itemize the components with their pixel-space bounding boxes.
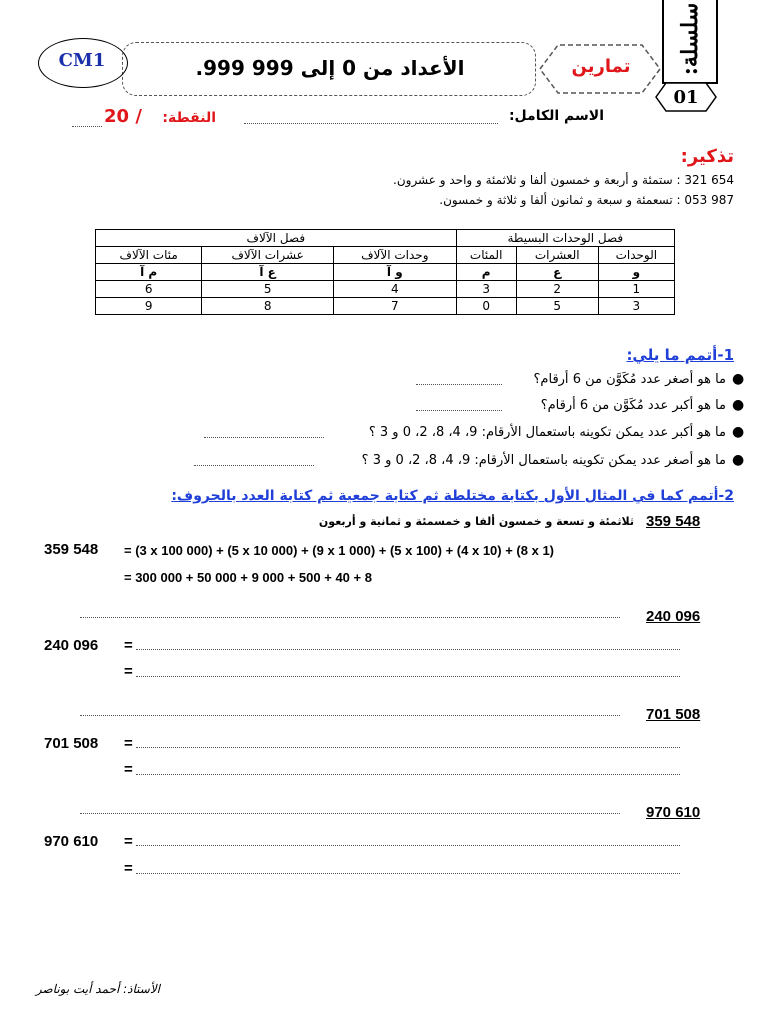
- reminder-line-1: 654 321 : ستمئة و أربعة و خمسون ألفا و ثلاثمئة و واحد و عشرون.: [393, 173, 734, 187]
- ex1-answer-4[interactable]: [194, 465, 314, 466]
- bullet-icon: ●: [732, 452, 745, 468]
- equals-sign: =: [124, 833, 133, 850]
- level-text: CM1: [58, 50, 106, 71]
- bullet-icon: ●: [732, 424, 745, 440]
- table-cell: 3: [598, 298, 674, 315]
- table-cell: 7: [333, 298, 456, 315]
- reminder-heading: تذكير:: [680, 146, 734, 167]
- equals-sign: =: [124, 761, 133, 778]
- example-number: 359 548: [646, 513, 701, 530]
- col-abbr: م: [456, 264, 516, 281]
- ex1-answer-1[interactable]: [416, 384, 502, 385]
- table-cell: 4: [333, 281, 456, 298]
- col-header: عشرات الآلاف: [202, 247, 334, 264]
- col-header: الوحدات: [598, 247, 674, 264]
- table-cell: 9: [96, 298, 202, 315]
- page-title: الأعداد من 0 إلى 999 999.: [195, 56, 465, 80]
- example-mixed-writing: = (3 x 100 000) + (5 x 10 000) + (9 x 1 000) + (5 x 100) + (4 x 10) + (8 x 1): [124, 543, 554, 558]
- col-header: وحدات الآلاف: [333, 247, 456, 264]
- additive-answer-line[interactable]: [136, 774, 680, 775]
- mixed-answer-line[interactable]: [136, 649, 680, 650]
- fullname-field[interactable]: [244, 123, 498, 124]
- table-cell: 5: [202, 281, 334, 298]
- series-label: سلسلة:: [677, 2, 703, 76]
- table-cell: 8: [202, 298, 334, 315]
- series-box: [662, 0, 718, 84]
- bullet-icon: ●: [732, 371, 745, 387]
- additive-answer-line[interactable]: [136, 676, 680, 677]
- mixed-answer-line[interactable]: [136, 747, 680, 748]
- item-left-number: 970 610: [44, 833, 99, 850]
- col-abbr: ع: [516, 264, 598, 281]
- equals-sign: =: [124, 735, 133, 752]
- ex1-question-1: ما هو أصغر عدد مُكَوَّن من 6 أرقام؟: [533, 372, 726, 387]
- ex1-question-3: ما هو أكبر عدد يمكن تكوينه باستعمال الأرقام: 9، 4، 8، 2، 0 و 3 ؟: [368, 425, 726, 440]
- table-cell: 0: [456, 298, 516, 315]
- equals-sign: =: [124, 637, 133, 654]
- place-value-table: [95, 229, 675, 315]
- bullet-icon: ●: [732, 397, 745, 413]
- ex1-answer-2[interactable]: [416, 410, 502, 411]
- grade-value: 20 /: [104, 106, 142, 127]
- table-cell: 6: [96, 281, 202, 298]
- series-number: 01: [673, 87, 699, 108]
- item-left-number: 240 096: [44, 637, 99, 654]
- words-answer-line[interactable]: [80, 813, 620, 814]
- table-cell: 2: [516, 281, 598, 298]
- example-left-number: 359 548: [44, 541, 99, 558]
- grade-label: النقطة:: [162, 110, 216, 126]
- reminder-line-2: 987 053 : تسعمئة و سبعة و ثمانون ألفا و ثلاثة و خمسون.: [439, 193, 734, 207]
- fullname-label: الاسم الكامل:: [508, 108, 604, 124]
- mixed-answer-line[interactable]: [136, 845, 680, 846]
- grade-field[interactable]: [72, 126, 102, 127]
- table-cell: 1: [598, 281, 674, 298]
- table-cell: 5: [516, 298, 598, 315]
- words-answer-line[interactable]: [80, 617, 620, 618]
- exercises-label: تمارين: [571, 56, 631, 77]
- item-left-number: 701 508: [44, 735, 99, 752]
- ex1-heading: 1-أتمم ما يلي:: [626, 346, 734, 364]
- item-number: 240 096: [646, 608, 701, 625]
- item-number: 970 610: [646, 804, 701, 821]
- col-abbr: ع آ: [202, 264, 334, 281]
- teacher-signature: الأستاذ: أحمد أيت بوناصر: [35, 982, 160, 996]
- table-cell: 3: [456, 281, 516, 298]
- col-header: العشرات: [516, 247, 598, 264]
- example-additive-writing: = 300 000 + 50 000 + 9 000 + 500 + 40 + 8: [124, 570, 372, 585]
- col-header: مئات الآلاف: [96, 247, 202, 264]
- ex1-answer-3[interactable]: [204, 437, 324, 438]
- ex1-question-2: ما هو أكبر عدد مُكَوَّن من 6 أرقام؟: [540, 398, 726, 413]
- item-number: 701 508: [646, 706, 701, 723]
- col-abbr: و: [598, 264, 674, 281]
- example-words: ثلاثمئة و تسعة و خمسون ألفا و خمسمئة و ثمانية و أربعون: [318, 515, 634, 528]
- equals-sign: =: [124, 860, 133, 877]
- col-abbr: م آ: [96, 264, 202, 281]
- ex1-question-4: ما هو أصغر عدد يمكن تكوينه باستعمال الأرقام: 9، 4، 8، 2، 0 و 3 ؟: [361, 453, 726, 468]
- additive-answer-line[interactable]: [136, 873, 680, 874]
- col-abbr: و آ: [333, 264, 456, 281]
- words-answer-line[interactable]: [80, 715, 620, 716]
- ex2-heading: 2-أتمم كما في المثال الأول بكتابة مختلطة ثم كتابة جمعية ثم كتابة العدد بالحروف:: [171, 488, 734, 504]
- col-header: المئات: [456, 247, 516, 264]
- group-header-units: فصل الوحدات البسيطة: [456, 230, 674, 247]
- group-header-thousands: فصل الآلاف: [96, 230, 457, 247]
- equals-sign: =: [124, 663, 133, 680]
